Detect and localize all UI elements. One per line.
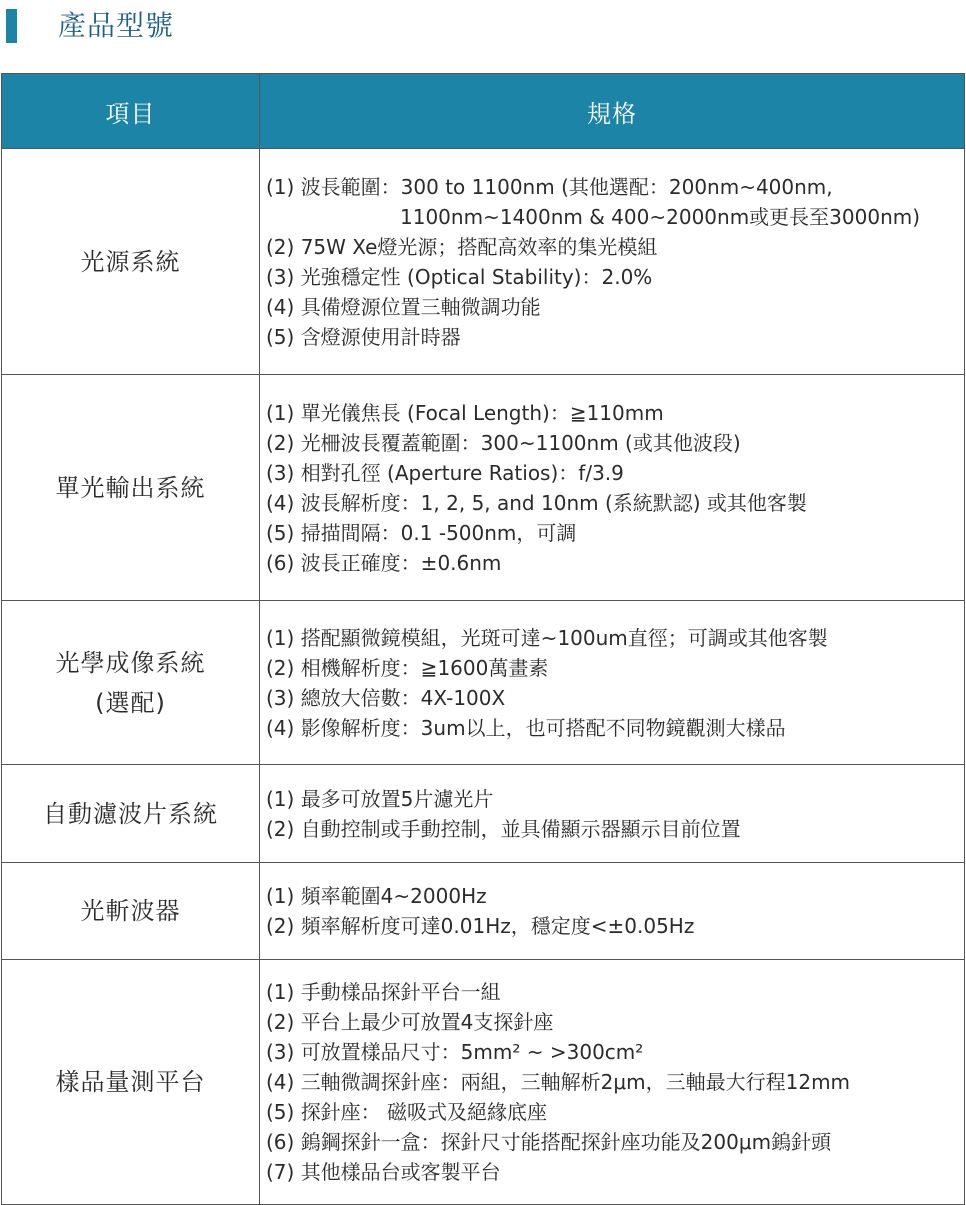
spec-line: (2) 相機解析度：≧1600萬畫素 <box>266 655 549 680</box>
spec-cell <box>260 960 965 1205</box>
spec-line: (7) 其他樣品台或客製平台 <box>266 1160 501 1184</box>
table-row <box>2 149 965 375</box>
item-cell <box>2 601 260 765</box>
header-spec: 規格 <box>260 74 965 149</box>
spec-cell <box>260 375 965 601</box>
spec-line: (1) 波長範圍：300 to 1100nm (其他選配：200nm~400nm, <box>266 174 833 199</box>
item-cell <box>2 149 260 375</box>
item-label: 單光輸出系統 <box>55 473 206 502</box>
item-cell <box>2 375 260 601</box>
spec-line: (5) 掃描間隔：0.1 -500nm，可調 <box>266 520 577 545</box>
spec-line: (3) 相對孔徑 (Aperture Ratios)：f/3.9 <box>266 460 624 485</box>
spec-line: (2) 頻率解析度可達0.01Hz，穩定度<±0.05Hz <box>266 914 695 938</box>
spec-cell <box>260 601 965 765</box>
table-row <box>2 601 965 765</box>
section-heading <box>0 0 966 52</box>
spec-cell <box>260 863 965 960</box>
table-row <box>2 765 965 863</box>
spec-line: (3) 總放大倍數：4X-100X <box>266 685 506 710</box>
item-label: 光斬波器 <box>80 897 181 925</box>
table-row <box>2 375 965 601</box>
page-title: 產品型號 <box>58 9 175 42</box>
spec-line: (4) 影像解析度：3um以上，也可搭配不同物鏡觀測大樣品 <box>266 715 786 740</box>
spec-line: 1100nm~1400nm & 400~2000nm或更長至3000nm) <box>400 204 921 229</box>
heading-accent-bar <box>6 9 17 43</box>
spec-line: (4) 具備燈源位置三軸微調功能 <box>266 294 541 319</box>
spec-line: (3) 可放置樣品尺寸：5mm² ~ >300cm² <box>266 1040 644 1064</box>
spec-line: (6) 波長正確度：±0.6nm <box>266 550 502 575</box>
spec-line: (1) 手動樣品探針平台一組 <box>266 980 501 1004</box>
spec-line: (2) 平台上最少可放置4支探針座 <box>266 1010 554 1034</box>
spec-line: (2) 光柵波長覆蓋範圍：300~1100nm (或其他波段) <box>266 430 741 455</box>
spec-cell <box>260 149 965 375</box>
spec-line: (2) 自動控制或手動控制，並具備顯示器顯示目前位置 <box>266 816 741 841</box>
spec-line: (2) 75W Xe燈光源；搭配高效率的集光模組 <box>266 234 658 259</box>
item-cell <box>2 863 260 960</box>
spec-line: (5) 探針座： 磁吸式及絕緣底座 <box>266 1100 548 1124</box>
spec-line: (4) 波長解析度：1, 2, 5, and 10nm (系統默認) 或其他客製 <box>266 490 807 515</box>
spec-line: (4) 三軸微調探針座：兩組，三軸解析2μm，三軸最大行程12mm <box>266 1070 851 1094</box>
spec-line: (1) 搭配顯微鏡模組，光斑可達~100um直徑；可調或其他客製 <box>266 625 828 650</box>
table-row <box>2 960 965 1205</box>
item-label: 光源系統 <box>80 247 181 276</box>
item-label: 自動濾波片系統 <box>43 799 218 828</box>
spec-table <box>1 73 965 1205</box>
item-cell <box>2 960 260 1205</box>
item-label: 光學成像系統 <box>55 648 206 677</box>
spec-line: (5) 含燈源使用計時器 <box>266 324 461 349</box>
spec-line: (6) 鎢鋼探針一盒：探針尺寸能搭配探針座功能及200μm鎢針頭 <box>266 1130 832 1154</box>
item-label: 樣品量測平台 <box>55 1068 206 1096</box>
spec-line: (3) 光強穩定性 (Optical Stability)：2.0% <box>266 264 653 289</box>
item-sublabel: (選配) <box>95 688 166 717</box>
table-row <box>2 863 965 960</box>
spec-line: (1) 單光儀焦長 (Focal Length)：≧110mm <box>266 400 664 425</box>
spec-line: (1) 頻率範圍4~2000Hz <box>266 884 487 908</box>
spec-line: (1) 最多可放置5片濾光片 <box>266 786 494 811</box>
header-item: 項目 <box>2 74 260 149</box>
item-cell <box>2 765 260 863</box>
spec-cell <box>260 765 965 863</box>
table-header-row <box>2 74 965 149</box>
